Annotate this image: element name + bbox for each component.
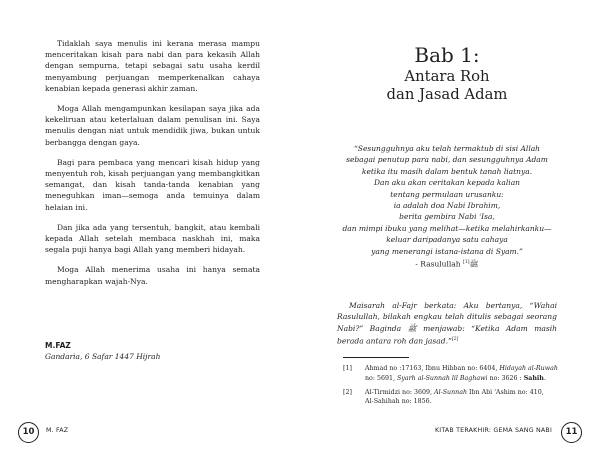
- footnote-segment: Ibn Abi 'Ashim no: 410,: [467, 388, 544, 396]
- footnote-segment: no: 3626 :: [487, 374, 524, 382]
- paragraph: Dan jika ada yang tersentuh, bangkit, atau kembali kepada Allah setelah membaca naskhah ini, maka segala puji hanya bagi Allah yang memberi hidayah.: [45, 222, 260, 255]
- footnote-divider: [343, 357, 409, 358]
- running-head-right: KITAB TERAKHIR: GEMA SANG NABI: [434, 427, 552, 434]
- paragraph: Moga Allah menerima usaha ini hanya semata mengharapkan wajah-Nya.: [45, 265, 260, 286]
- narration: [337, 300, 557, 347]
- footnote-segment: Al-Sahihah no: 1856.: [365, 398, 432, 406]
- hadith-attribution: [337, 257, 557, 270]
- footnote-2: [343, 388, 561, 407]
- footnote-segment: Al-Tirmidzi no: 3609,: [365, 388, 435, 396]
- hadith-line: keluar daripadanya satu cahaya: [386, 235, 508, 245]
- page-number-right: 11: [561, 422, 582, 443]
- preface-text: [45, 38, 260, 296]
- footnote-grade: Sahih: [523, 374, 544, 382]
- hadith-line: “Sesungguhnya aku telah termaktub di sisi Allah: [353, 144, 541, 153]
- narration-paragraph: [337, 300, 557, 347]
- author-signature: M.FAZ: [45, 341, 71, 350]
- narration-text: Maisarah al-Fajr berkata: Aku bertanya, “Wahai Rasulullah, bilakah engkau telah ditulis sebagai seorang Nabi?” Baginda ﷺ menjawab: “Ketika Adam masih berada antara roh dan jasad.”: [337, 301, 557, 346]
- running-head-left: M. FAZ: [46, 427, 69, 434]
- footnote-segment: .: [543, 374, 546, 382]
- footnote-book-title: Al-Sunnah: [434, 388, 468, 396]
- footnote-segment: no: 5691,: [365, 374, 397, 382]
- hadith-line: dan mimpi ibuku yang melihat—ketika melahirkanku—: [342, 223, 552, 233]
- hadith-line: sebagai penutup para nabi, dan sesungguhnya Adam: [346, 155, 548, 165]
- chapter-heading: [337, 42, 557, 104]
- hadith-quote: [337, 143, 557, 270]
- paragraph: Tidaklah saya menulis ini kerana merasa mampu menceritakan kisah para nabi dan para kekasih Allah dengan sempurna, tetapi sebagai satu usaha kerdil menyambung perjuangan memperkenalkan cahaya kenabian kepada generasi akhir zaman.: [45, 39, 260, 93]
- footnote-ref-1: [1]: [463, 260, 470, 266]
- footnote-segment: Ahmad no :17163, Ibnu Hibban no: 6404,: [365, 365, 500, 372]
- hadith-source: - Rasulullah ﷺ: [415, 259, 479, 269]
- hadith-line: ketika itu masih dalam bentuk tanah liatnya.: [361, 166, 533, 176]
- chapter-title-line-2: dan Jasad Adam: [386, 86, 508, 103]
- footnote-1: [343, 364, 561, 383]
- footnote-number: [2]: [343, 388, 352, 396]
- chapter-title-line-1: Antara Roh: [404, 68, 490, 85]
- paragraph: Moga Allah mengampunkan kesilapan saya jika ada kekeliruan atau keterlaluan dalam penulisan ini. Saya menulis dengan niat untuk mendidik jiwa, bukan untuk berbangga dengan gaya.: [45, 104, 260, 147]
- footnote-text: [365, 389, 544, 406]
- footnote-book-title: Hidayah al-Ruwah: [499, 365, 558, 372]
- footnotes: [343, 364, 561, 411]
- footnote-number: [1]: [343, 365, 352, 372]
- place-date: Gandaria, 6 Safar 1447 Hijrah: [45, 352, 161, 361]
- footnote-book-title: Syarh al-Sunnah lil Baghawi: [397, 374, 488, 382]
- hadith-line: ia adalah doa Nabi Ibrahim,: [393, 201, 501, 211]
- footnote-ref-2: [2]: [451, 337, 459, 343]
- paragraph: Bagi para pembaca yang mencari kisah hidup yang menyentuh roh, kisah perjuangan yang membangkitkan semangat, dan kisah tanda-tanda kenabian yang meneguhkan iman—semoga anda temuinya dalam helaian ini.: [45, 157, 260, 212]
- hadith-line: tentang permulaan urusanku:: [390, 189, 504, 199]
- signature-block: [45, 340, 275, 362]
- page-number-left: 10: [18, 422, 39, 443]
- chapter-number: Bab 1:: [414, 43, 480, 67]
- hadith-line: yang menerangi istana-istana di Syam.”: [371, 246, 523, 256]
- hadith-line: Dan aku akan ceritakan kepada kalian: [374, 178, 520, 188]
- hadith-line: berita gembira Nabi ʿIsa,: [399, 212, 495, 222]
- footnote-text: [365, 365, 558, 382]
